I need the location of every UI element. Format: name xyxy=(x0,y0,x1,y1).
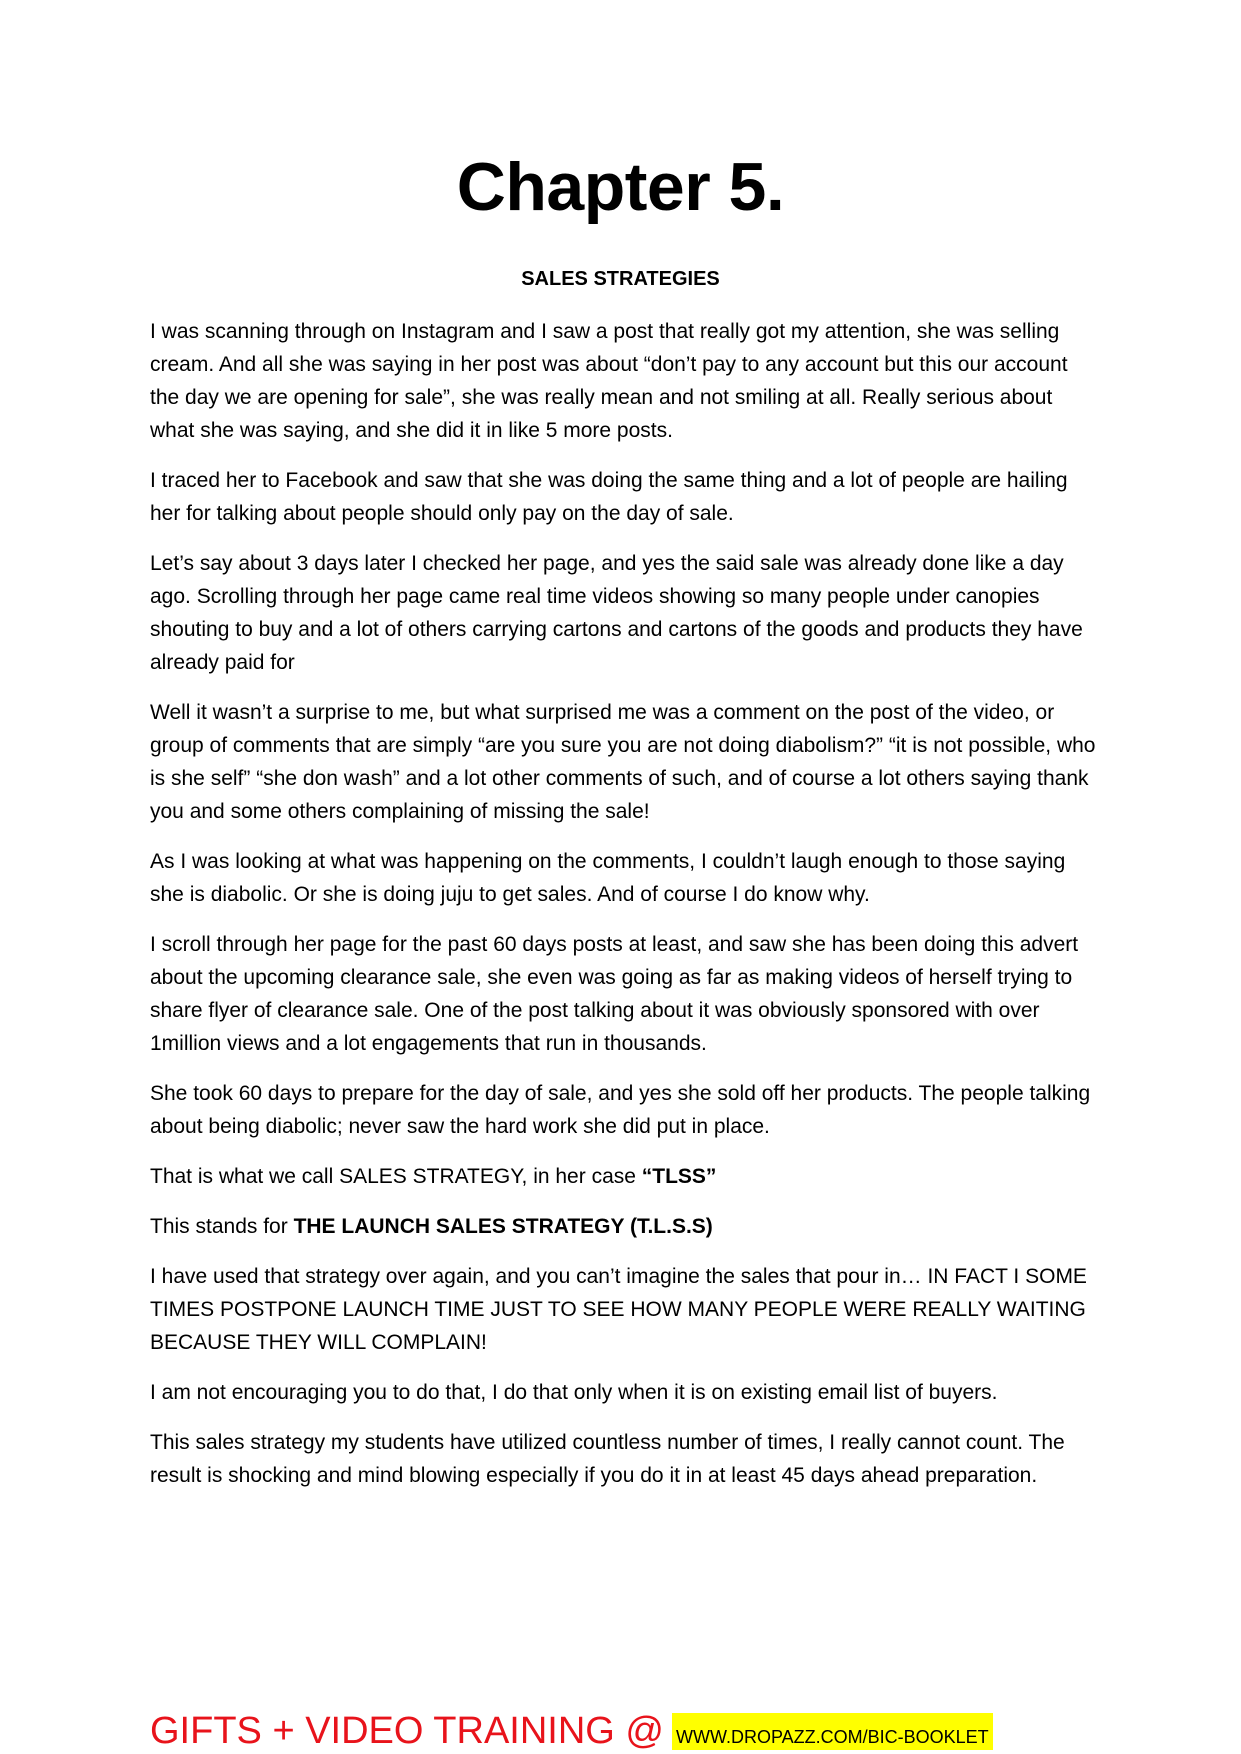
body-text xyxy=(150,315,1100,1509)
paragraph-strategy-name xyxy=(150,1160,1100,1193)
chapter-title: Chapter 5. xyxy=(456,149,785,225)
footer-link[interactable]: WWW.DROPAZZ.COM/BIC-BOOKLET xyxy=(672,1713,993,1750)
strategy-prefix: That is what we call SALES STRATEGY, in her case xyxy=(150,1165,642,1188)
paragraph-not-encouraging: I am not encouraging you to do that, I do that only when it is on existing email list of buyers. xyxy=(150,1381,998,1404)
paragraph-sale-done: Let’s say about 3 days later I checked her page, and yes the said sale was already done like a day ago. Scrolling through her page came real time videos showing so many people under canopies shouting to buy and a lot of others carrying cartons and cartons of the goods and products they have already paid for xyxy=(150,552,1083,674)
paragraph-diabolic: As I was looking at what was happening on the comments, I couldn’t laugh enough to those saying she is diabolic. Or she is doing juju to get sales. And of course I do know why. xyxy=(150,850,1066,906)
paragraph-instagram-post: I was scanning through on Instagram and I saw a post that really got my attention, she was selling cream. And all she was saying in her post was about “don’t pay to any account but this our account the day we are opening for sale”, she was really mean and not smiling at all. Really serious about what she was saying, and she did it in like 5 more posts. xyxy=(150,320,1068,442)
paragraph-facebook-trace: I traced her to Facebook and saw that she was doing the same thing and a lot of people are hailing her for talking about people should only pay on the day of sale. xyxy=(150,469,1068,525)
strategy-acronym: “TLSS” xyxy=(641,1165,717,1188)
footer-promo xyxy=(150,1710,993,1753)
paragraph-postpone-launch: I have used that strategy over again, and you can’t imagine the sales that pour in… IN FACT I SOME TIMES POSTPONE LAUNCH TIME JUST TO SEE HOW MANY PEOPLE WERE REALLY WAITING BECAUSE THEY WILL COMPLAIN! xyxy=(150,1265,1087,1354)
section-heading: SALES STRATEGIES xyxy=(521,268,720,290)
paragraph-comments: Well it wasn’t a surprise to me, but what surprised me was a comment on the post of the video, or group of comments that are simply “are you sure you are not doing diabolism?” “it is not possible, who is she self” “she don wash” and a lot other comments of such, and of course a lot others saying thank you and some others complaining of missing the sale! xyxy=(150,701,1096,823)
footer-label: GIFTS + VIDEO TRAINING @ xyxy=(150,1710,665,1752)
strategy-full-name: THE LAUNCH SALES STRATEGY (T.L.S.S) xyxy=(293,1215,713,1238)
paragraph-sixty-days: I scroll through her page for the past 60 days posts at least, and saw she has been doing this advert about the upcoming clearance sale, she even was going as far as making videos of herself trying to share flyer of clearance sale. One of the post talking about it was obviously sponsored with over 1million views and a lot engagements that run in thousands. xyxy=(150,933,1079,1055)
stands-for-prefix: This stands for xyxy=(150,1215,294,1238)
paragraph-hard-work: She took 60 days to prepare for the day of sale, and yes she sold off her products. The people talking about being diabolic; never saw the hard work she did put in place. xyxy=(150,1082,1091,1138)
paragraph-students-result: This sales strategy my students have utilized countless number of times, I really cannot count. The result is shocking and mind blowing especially if you do it in at least 45 days ahead preparation. xyxy=(150,1431,1065,1487)
paragraph-stands-for xyxy=(150,1210,1100,1243)
